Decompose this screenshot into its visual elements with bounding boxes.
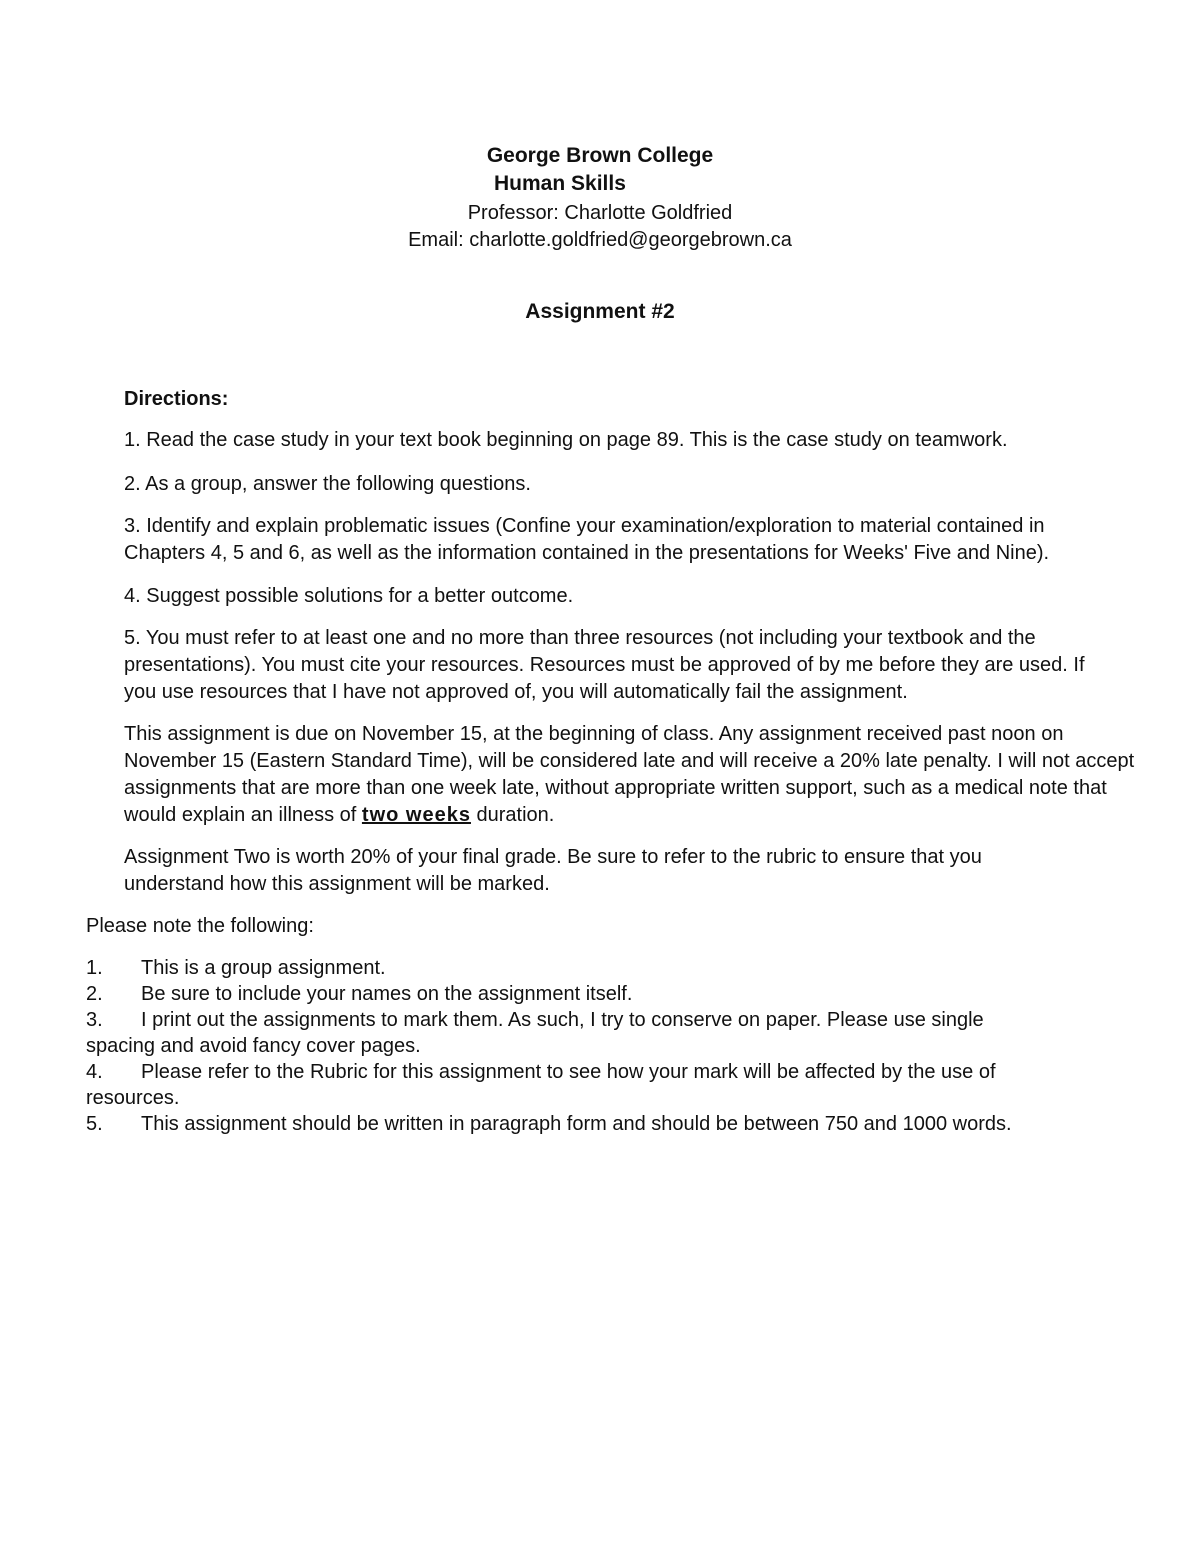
direction-item-2: 2. As a group, answer the following questions. — [124, 473, 531, 495]
list-item-number: 3. — [86, 1009, 103, 1031]
grade-weight-paragraph: Assignment Two is worth 20% of your final grade. Be sure to refer to the rubric to ensure that you understand how this assignment will be marked. — [124, 846, 982, 895]
list-item-number: 1. — [86, 957, 103, 979]
list-item — [86, 1059, 1046, 1111]
list-item-text: This is a group assignment. — [141, 957, 386, 979]
due-date-paragraph — [124, 721, 1154, 829]
list-item — [86, 981, 1066, 1007]
college-name: George Brown College — [486, 144, 714, 167]
list-item-number: 5. — [86, 1113, 103, 1135]
list-item-text: Please refer to the Rubric for this assignment to see how your mark will be affected by the use of resources. — [86, 1061, 996, 1109]
direction-item-5: 5. You must refer to at least one and no more than three resources (not including your textbook and the presentations). You must cite your resources. Resources must be approved of by me before they are used. If you use resources that I have not approved of, you will automatically fail the assignment. — [124, 627, 1085, 703]
due-text-start: This assignment is due on November 15, at the beginning of class. Any assignment received past noon on November 15 (Eastern Standard Time), will be considered late and will receive a 20% late penalty. I will not accept assignments that are more than one week late, without appropriate written support, such as a medical note that would explain an illness of — [124, 723, 1135, 826]
due-text-end: duration. — [470, 804, 555, 826]
directions-heading: Directions: — [124, 388, 229, 410]
list-item — [86, 1007, 1006, 1059]
email-line: Email: charlotte.goldfried@georgebrown.ca — [408, 229, 792, 251]
list-item-number: 2. — [86, 983, 103, 1005]
list-item-text: Be sure to include your names on the assignment itself. — [141, 983, 633, 1005]
notes-intro: Please note the following: — [86, 915, 314, 937]
direction-item-1: 1. Read the case study in your text book beginning on page 89. This is the case study on teamwork. — [124, 429, 1008, 451]
direction-item-4: 4. Suggest possible solutions for a better outcome. — [124, 585, 574, 607]
list-item — [86, 955, 1066, 981]
notes-list — [86, 955, 1066, 1137]
professor-line: Professor: Charlotte Goldfried — [467, 202, 733, 224]
list-item-text: I print out the assignments to mark them. As such, I try to conserve on paper. Please use single spacing and avoid fancy cover pages. — [86, 1009, 984, 1057]
list-item-number: 4. — [86, 1061, 103, 1083]
list-item — [86, 1111, 1021, 1137]
assignment-title: Assignment #2 — [525, 300, 675, 323]
direction-item-3: 3. Identify and explain problematic issues (Confine your examination/exploration to material contained in Chapters 4, 5 and 6, as well as the information contained in the presentations for Weeks' Five and Nine). — [124, 515, 1050, 564]
list-item-text: This assignment should be written in paragraph form and should be between 750 and 1000 words. — [141, 1113, 1012, 1135]
course-name: Human Skills — [494, 172, 626, 195]
emphasis-two-weeks: two weeks — [361, 804, 471, 826]
